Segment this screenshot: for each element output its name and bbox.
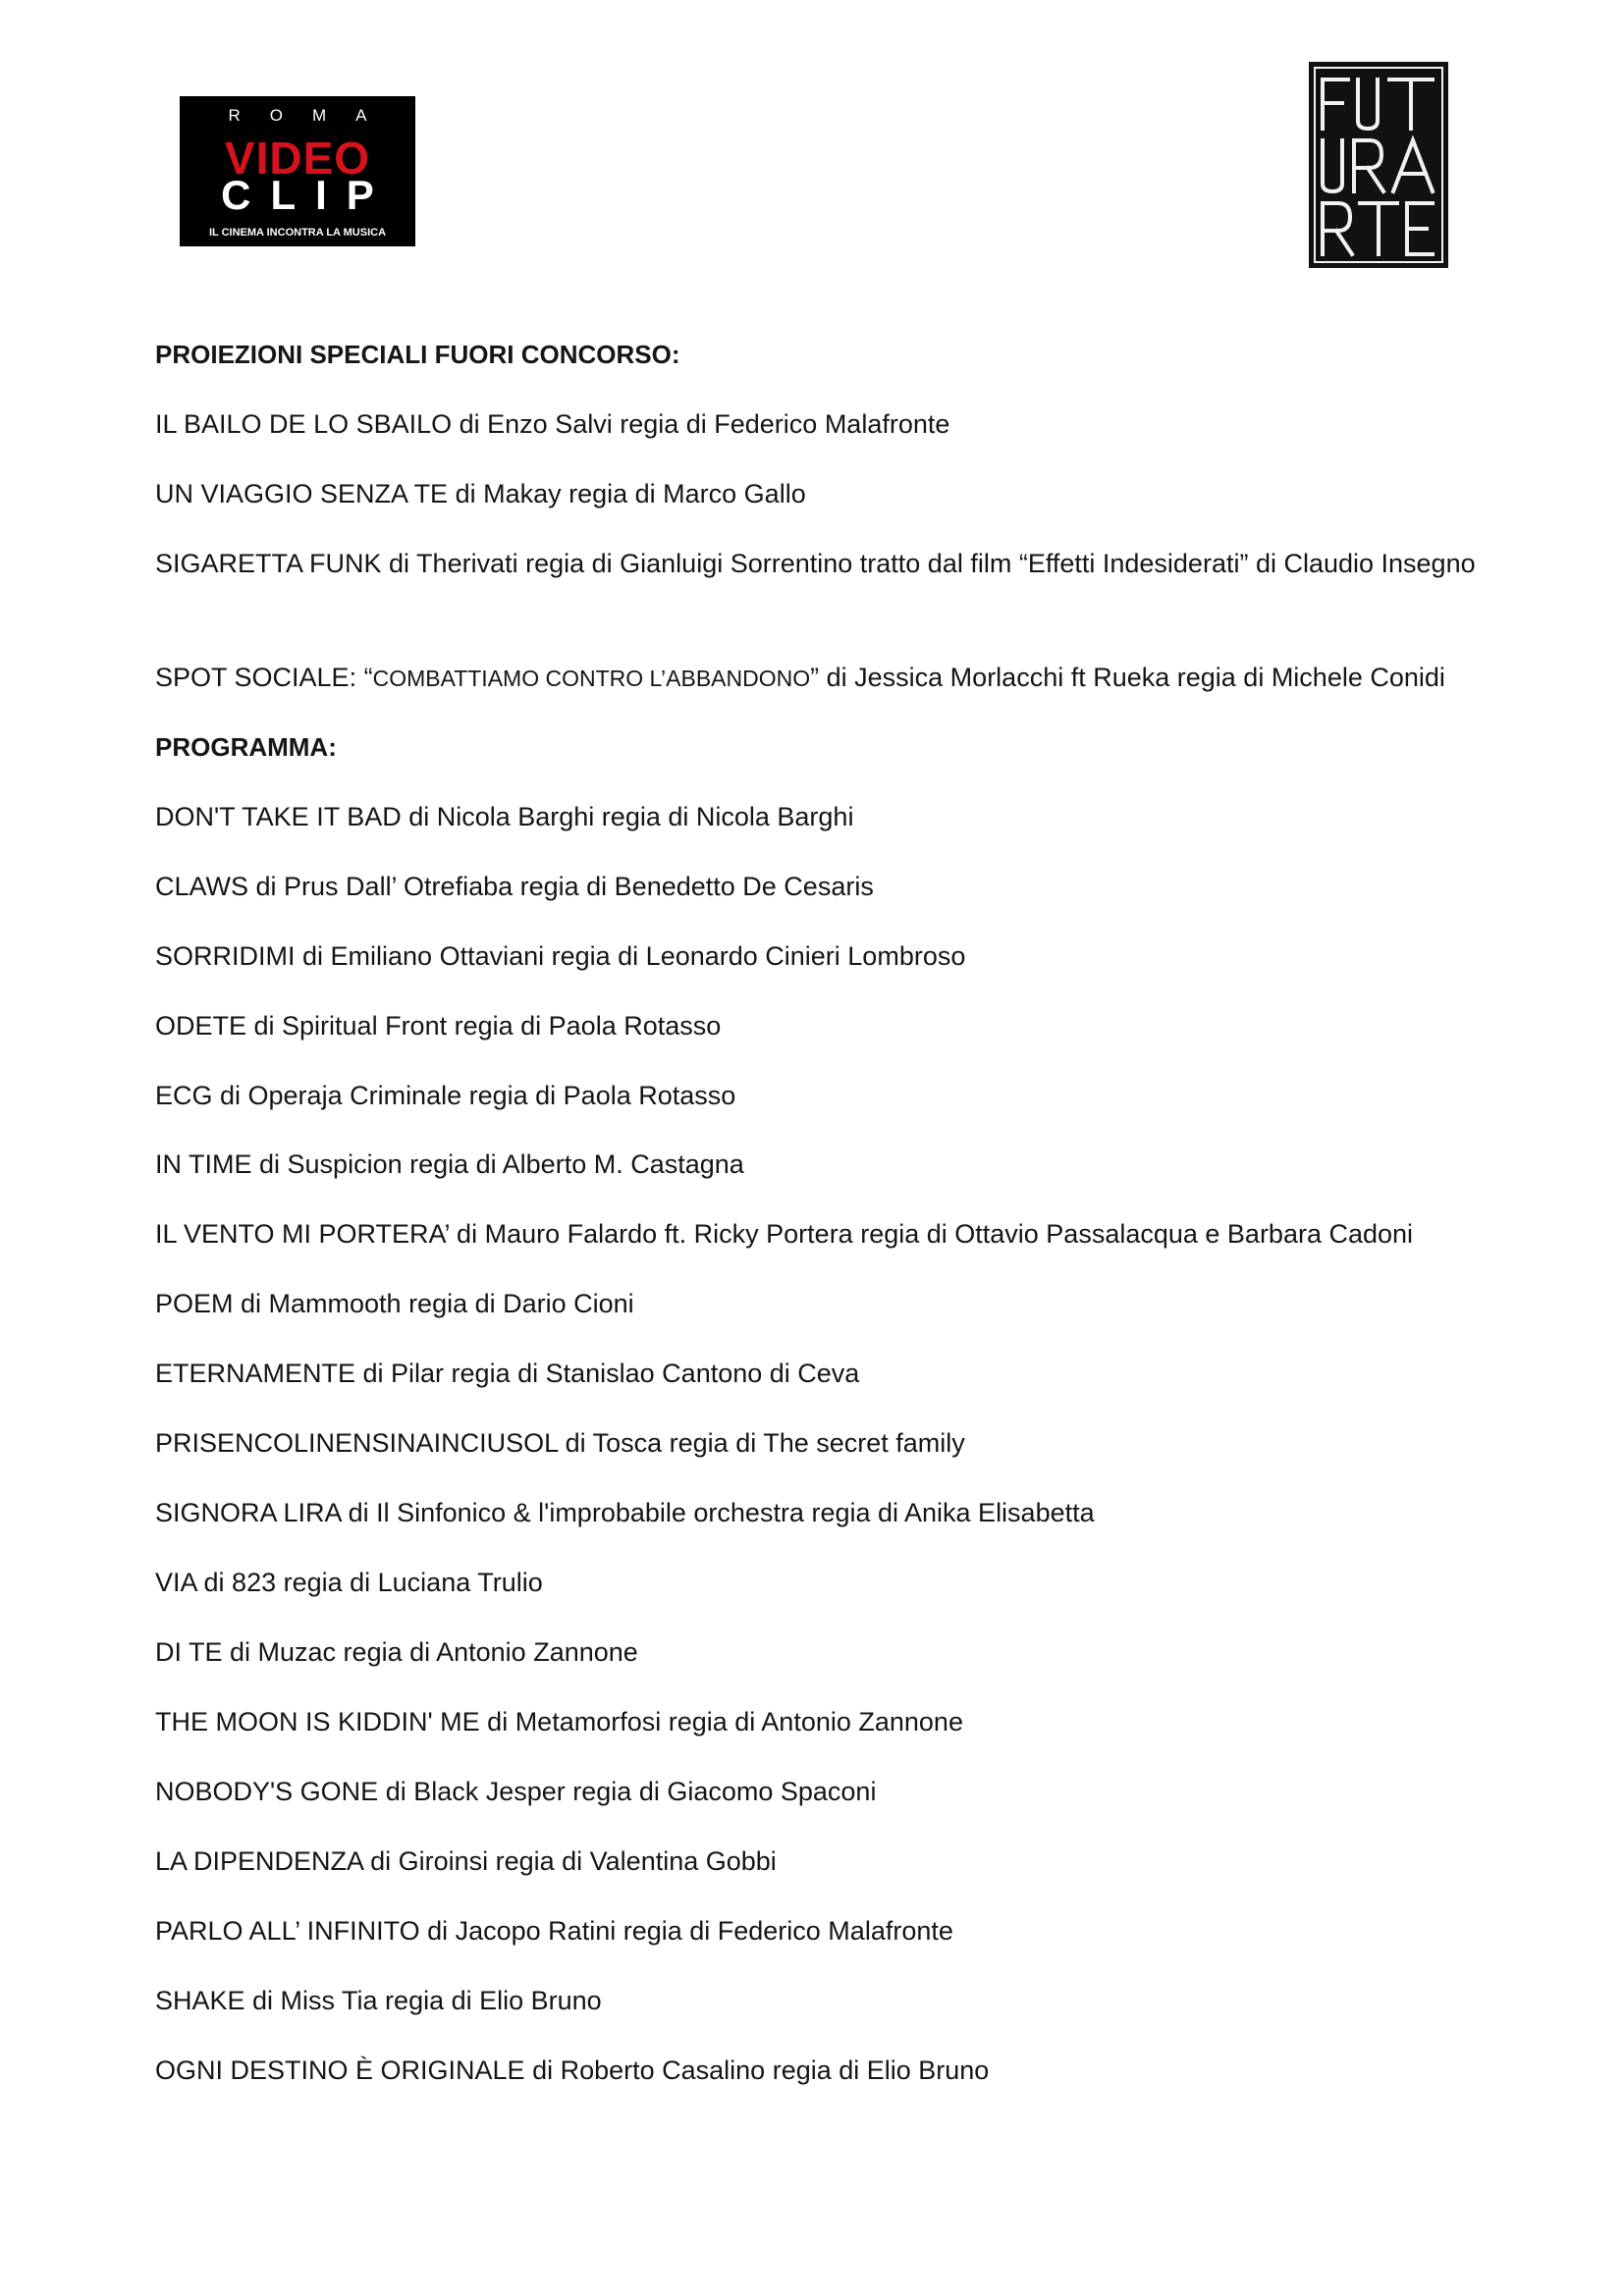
list-item: PARLO ALL’ INFINITO di Jacopo Ratini regia di Federico Malafronte: [155, 1916, 953, 1946]
logo-slogan-text: IL CINEMA INCONTRA LA MUSICA: [208, 227, 387, 239]
list-item: ODETE di Spiritual Front regia di Paola Rotasso: [155, 1011, 722, 1041]
list-item: UN VIAGGIO SENZA TE di Makay regia di Marco Gallo: [155, 479, 806, 508]
list-item: POEM di Mammooth regia di Dario Cioni: [155, 1289, 634, 1318]
spot-prefix: SPOT SOCIALE: “: [155, 663, 373, 692]
list-item: LA DIPENDENZA di Giroinsi regia di Valentina Gobbi: [155, 1846, 777, 1876]
logo-clip-text: CLIP: [221, 172, 394, 218]
list-item: ETERNAMENTE di Pilar regia di Stanislao Cantono di Ceva: [155, 1359, 860, 1388]
list-item: PRISENCOLINENSINAINCIUSOL di Tosca regia di The secret family: [155, 1428, 965, 1458]
spot-title: COMBATTIAMO CONTRO L’ABBANDONO: [372, 666, 811, 691]
logo-video-text: VIDEO: [224, 133, 371, 184]
section-heading-programma: PROGRAMMA:: [155, 732, 337, 762]
list-item: IN TIME di Suspicion regia di Alberto M. Castagna: [155, 1149, 744, 1179]
logo-roma-text: ROMA: [228, 106, 397, 125]
list-item: SIGNORA LIRA di Il Sinfonico & l'improbabile orchestra regia di Anika Elisabetta: [155, 1498, 1095, 1527]
list-item: DON'T TAKE IT BAD di Nicola Barghi regia di Nicola Barghi: [155, 802, 854, 831]
list-item: THE MOON IS KIDDIN' ME di Metamorfosi regia di Antonio Zannone: [155, 1707, 963, 1736]
list-item: ECG di Operaja Criminale regia di Paola Rotasso: [155, 1081, 736, 1110]
list-item: SIGARETTA FUNK di Therivati regia di Gianluigi Sorrentino tratto dal film “Effetti Indesiderati” di Claudio Insegno: [155, 549, 1476, 578]
section-heading-proiezioni: PROIEZIONI SPECIALI FUORI CONCORSO:: [155, 340, 680, 369]
list-item: CLAWS di Prus Dall’ Otrefiaba regia di Benedetto De Cesaris: [155, 872, 874, 901]
list-item: DI TE di Muzac regia di Antonio Zannone: [155, 1637, 638, 1667]
list-item: SHAKE di Miss Tia regia di Elio Bruno: [155, 1986, 602, 2015]
list-item: SORRIDIMI di Emiliano Ottaviani regia di Leonardo Cinieri Lombroso: [155, 941, 966, 971]
futurarte-logo: [1309, 62, 1448, 268]
spot-suffix: ” di Jessica Morlacchi ft Rueka regia di Michele Conidi: [810, 663, 1445, 692]
list-item-spot-sociale: [155, 656, 1481, 700]
list-item: OGNI DESTINO È ORIGINALE di Roberto Casalino regia di Elio Bruno: [155, 2056, 990, 2085]
list-item: IL BAILO DE LO SBAILO di Enzo Salvi regia di Federico Malafronte: [155, 409, 950, 439]
futurarte-logo-mark: [1309, 62, 1448, 268]
list-item: IL VENTO MI PORTERA’ di Mauro Falardo ft. Ricky Portera regia di Ottavio Passalacqua e Barbara Cadoni: [155, 1219, 1414, 1249]
roma-videoclip-logo: [180, 96, 415, 246]
list-item: VIA di 823 regia di Luciana Trulio: [155, 1568, 543, 1597]
list-item: NOBODY'S GONE di Black Jesper regia di Giacomo Spaconi: [155, 1777, 877, 1806]
